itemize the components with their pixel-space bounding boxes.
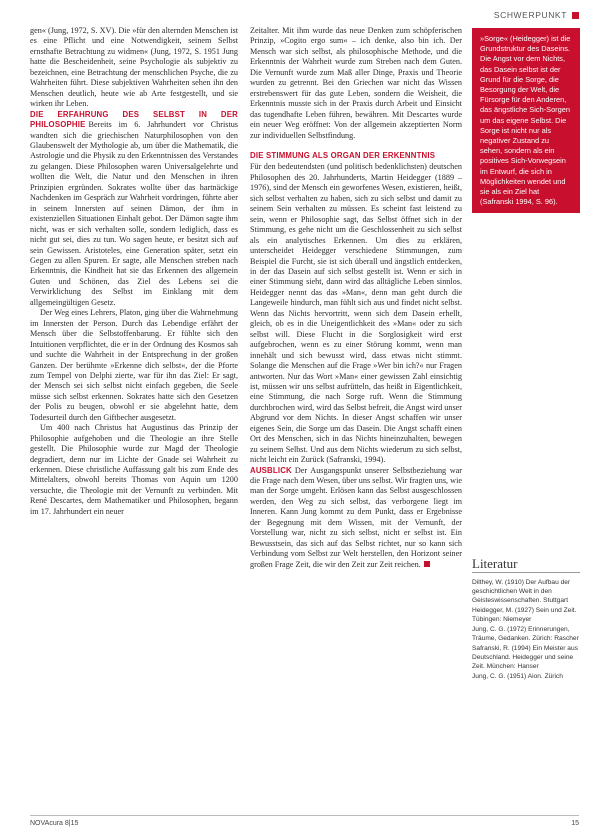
section-label: SCHWERPUNKT [493,10,567,20]
paragraph-heidegger: Für den bedeutendsten (und politisch bedenklichsten) deutschen Philosophen des 20. Jahrhunderts, Martin Heidegger (1889 – 1976), sind der Mensch ein geworfenes Wesen, existieren, heißt, sich selbst verhalten zu haben, sich zu sich selbst und damit zu seinem Sein verhalten zu müssen. Es scheint fast leistend zu sein, wenn er Philosophie sagt, das Selbst öffnet sich in der Stimmung, es gehe nicht um die Geschlossenheit zu sich selbst als ein analytisches Erkennen. Um dies zu erklären, unterscheidet Heidegger verschiedene Stimmungen, zum Beispiel die Furcht, sie ist sich überall und ängstlich entdecken, in der das Dasein auf sich selbst gestellt ist. Wenn er sich in einer Stimmung sieht, dann wird das alltägliche Leben sinnlos. Heidegger nennt das das »Man«, denn man geht durch die Langeweile hindurch, man fühlt sich aus und findet nicht selbst. Wenn das Nichts hervortritt, wenn sich dem Dasein erhellt, gleich, ob es in die Uneigentlichkeit des »Man« oder zu sich selbst will. Diese Flucht in die Sorglosigkeit wird erst aufgebrochen, wenn es zu einer Störung kommt, wenn man innehält und sich bewusst wird, dass etwas nicht stimmt. Solange die Menschen auf die Frage »Wer bin ich?« nur Fragen antworten. Nur das Wort »Man« einer gewissen Zahl einsichtig ist, müssen wir uns selbst aufrütteln, das heißt in Eigentlichkeit, eine Stimmung, die nach Sorge ruft. Wenn die Stimmung durchbrochen wird, wird das Selbst befreit, die Angst wird unser Abgrund vor dem Nichts. In dieser Angst schaffen wir unser eigenes Sein, die Sorge um das Dasein. Die Angst schafft einen Ort des Menschen, sich in das Nichts hineinzuhalten, bewegen zu seinem Selbst. Und aus dem Nichts wiederum zu sich selbst, nicht leicht ein Zurück (Safranski, 1994). [250,162,462,465]
red-square-icon [572,12,579,19]
literature-item: Safranski, R. (1994) Ein Meister aus Deutschland. Heidegger und seine Zeit. München: Hanser [472,645,578,670]
heading-stimmung: DIE STIMMUNG ALS ORGAN DER ERKENNTNIS [250,150,436,160]
literature-divider [472,572,580,573]
paragraph-descartes: Zeitalter. Mit ihm wurde das neue Denken zum schöpferischen Prinzip, »Cogito ergo sum« – ich denke, also bin ich. Der Mensch war sich selbst, als philosophische Methode, und die Erkenntnis der Wahrheit wurde zum Streben nach dem Guten. Die Vernunft wurde zum Maß aller Dinge, Praxis und Theorie wurden zu getrennt. Bei den Griechen war nicht das Wissen erstrebenswert für das gute Leben, sondern die Weisheit, die Erkenntnis musste sich in der Praxis durch Arbeit und Einsicht das tugendhafte Leben führen, bewähren. Mit Descartes wurde ein neuer Weg eröffnet: Von der allgemein akzeptierten Norm zur individuellen Selbstfindung. [250,26,462,140]
text-column-left [30,26,238,517]
page-number: 15 [571,820,579,827]
paragraph-intro: gen« (Jung, 1972, S. XV). Die »für den alternden Menschen ist es eine Pflicht und eine Notwendigkeit, seinem Selbst ernsthafte Betrachtung zu widmen« (Jung, 1972, S. 1951 Jung hatte die Bescheidenheit, seine Psychologie als subjektiv zu bezeichnen, eine Betrachtung der menschlichen Psyche, die zu Wahrheiten führt. Diese subjektiven Wahrheiten sehen ihn den Menschen deutlich, heute wie ab Arte festgestellt, und sie wirken ihr Leben. [30,26,238,109]
paragraph-platon: Der Weg eines Lehrers, Platon, ging über die Wahrnehmung im Innersten der Person. Durch das Lebendige erfährt der Mensch über die Selbstoffenbarung. Er fühlte sich den Intuitionen verpflichtet, die er in der Ordnung des Kosmos sah und suchte die Wahrheit in der Entsprechung in der großen Ganzen. Der berühmte »Erkenne dich selbst«, der die Pforte zum Tempel von Delphi zierte, war für ihn das Ziel: Er sagt, der Mensch sei sich selbst nicht einfach gegeben, die Seele müsse sich selbst erkennen. Sokrates hatte sich den Gesetzen der Polis zu beugen, obwohl er sie abgelehnt hatte, dem Todesurteil durch den Giftbecher ausgesetzt. [30,308,238,422]
literature-item: Jung, C. G. (1972) Erinnerungen, Träume, Gedanken. Zürich: Rascher [472,626,579,642]
literature-item: Dilthey, W. (1910) Der Aufbau der geschichtlichen Welt in den Geisteswissenschaften. Stuttgart [472,579,571,604]
paragraph-augustinus: Um 400 nach Christus hat Augustinus das Prinzip der Philosophie aufgehoben und die Theologie an ihre Stelle gestellt. Die Philosophie wurde zur Magd der Theologie degradiert, denn nur im Lichte der Gnade sei Wahrheit zu erkennen. Diese christliche Auffassung galt bis zum Ende des Mittelalters, obwohl bereits Thomas von Aquin um 1200 versuchte, die Theologie mit der Vernunft zu verbinden. Mit René Descartes, dem Mathematiker und Philosophen, begann im 17. Jahrhundert ein neuer [30,423,238,516]
paragraph-ausblick: Der Ausgangspunkt unserer Selbstbeziehung war die Frage nach dem Wesen, über uns selbst. Wir fragten uns, wie man der Sorge umgeht. Erlösen kann das Selbst ausgeschlossen werden, den Weg zu sich selbst, das verborgene liegt im Inneren. Kann Jung kommt zu dem Punkt, dass er Ergebnisse der Begegnung mit dem Wissen, mit der Vernunft, der Vorstellung war, nicht zu sich selbst, nicht er selbst ist. Ein Bewusstsein, das sich auf das Selbst richtet, nur so kann sich Verbindung vom Selbst zur Welt herstellen, den Horizont seiner großen Frage Zeit, die wir den Zeit zur Zeit reichen. [250,465,462,569]
paragraph-philosophy: Bereits im 6. Jahrhundert vor Christus wandten sich die griechischen Naturphilosophen von den Glaubenswelt der Mythologie ab, um über die Mathematik, die Astrologie und die Physik zu den Erkenntnissen des Verstandes zu gelangen. Diese Philosophen waren Universalgelehrte und wollten die Welt, die Natur und den Menschen in ihren Prinzipien ergründen. Sokrates wollte über das hartnäckige Nachdenken im Gespräch zur Wahrheit vordringen, führte aber in seinem Innersten auf seinen Dämon, der ihm in existenziellen Situationen Einhalt gebot. Der Dämon sagte ihm nicht, was er sich verhalten solle, sondern lediglich, dass es nicht gut sei, dies zu tun. Wo sagen heute, er besitzt sich auf sein Gewissen. Aristoteles, eine Generation später, setzt ein Gegen zu allen Spuren. Er sagte, alle Menschen streben nach Erkenntnis, die Kindheit hat sie das Erkennen des allgemein Guten und Schönen, das Ziel des Lebens sei die Verwirklichung des Selbst im Einklang mit dem allgemeingültigen Gesetz. [30,120,238,307]
literature-title: Literatur [472,556,518,571]
end-mark-icon [424,561,430,567]
text-column-middle [250,26,462,570]
sidebar-text: »Sorge« (Heidegger) ist die Grundstruktur des Daseins. Die Angst vor dem Nichts, das Dasein selbst ist der Grund für die Sorge, die Besorgung der Welt, die Fürsorge für den Anderen, das ängstliche Sich-Sorgen um das eigene Selbst. Die Sorge ist nicht nur als negativer Zustand zu sehen, sondern als ein positives Sich-Vorwegsein im Entwurf, die sich in Möglichkeiten wendet und sie als ein Ziel hat (Safranski 1994, S. 96). [480,34,571,207]
heading-ausblick: AUSBLICK [250,465,292,475]
section-ausblick [250,466,462,571]
heading-philosophy: DIE ERFAHRUNG DES SELBST IN DER PHILOSOPHIE [30,109,238,130]
footer-divider [30,815,579,816]
section-header [494,10,579,20]
literature-list [472,578,580,682]
literature-item: Jung, C. G. (1951) Aion. Zürich [472,673,563,680]
footer-publication: NOVAcura 8|15 [30,820,79,827]
sidebar-quote-box [472,28,580,213]
literature-item: Heidegger, M. (1927) Sein und Zeit. Tübingen: Niemeyer [472,607,577,623]
section-philosophy [30,110,238,309]
